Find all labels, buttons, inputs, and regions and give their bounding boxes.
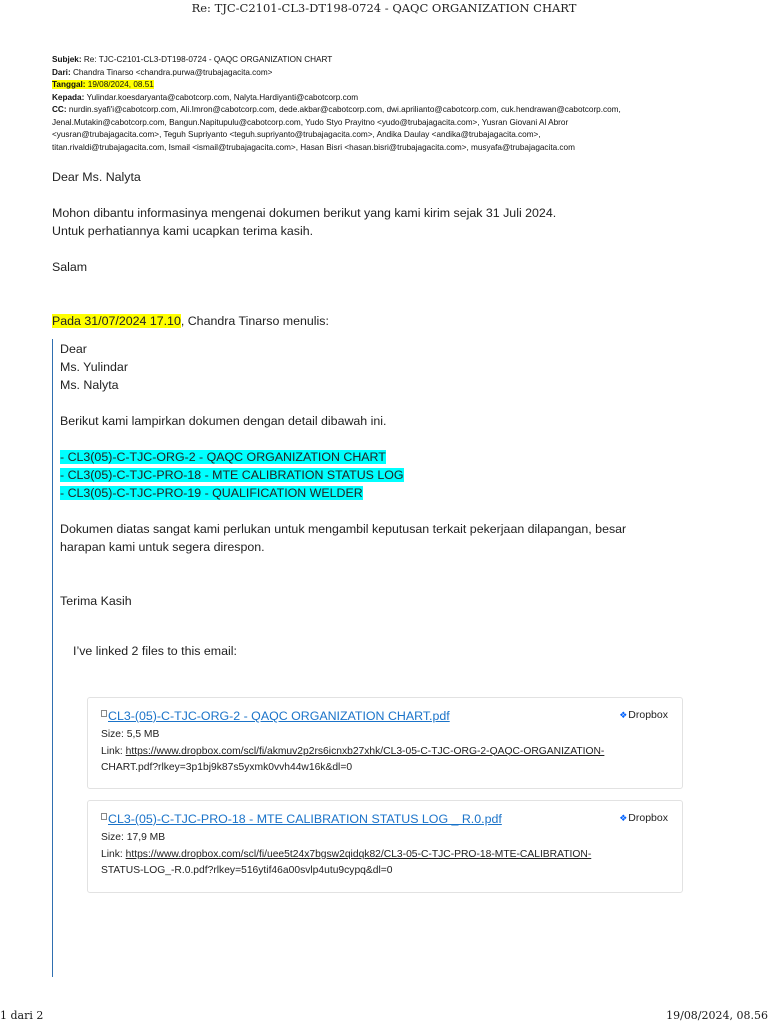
quote-header-rest: , Chandra Tinarso menulis: — [180, 314, 329, 328]
date-row: Tanggal: 19/08/2024, 08.51 — [52, 80, 154, 89]
closing: Salam — [52, 260, 88, 274]
email-header — [52, 54, 732, 154]
quote-recipient2: Ms. Nalyta — [60, 378, 119, 392]
date-value: 19/08/2024, 08.51 — [87, 80, 154, 89]
email-body — [52, 168, 732, 330]
body-line1: Mohon dibantu informasinya mengenai dokumen berikut yang kami kirim sejak 31 Juli 2024. — [52, 206, 557, 220]
attachment-size: Size: 17,9 MB — [101, 832, 166, 843]
cc-value-line2[interactable]: Jenal.Mutakin@cabotcorp.com, Bangun.Napitupulu@cabotcorp.com, Yudo Styo Prayitno <yudo@trubajagacita.com>, Yusran Giovani Al Abror — [52, 117, 569, 127]
cc-value-line4[interactable]: titan.rivaldi@trubajagacita.com, Ismail <ismail@trubajagacita.com>, Hasan Bisri <hasan.bisri@trubajagacita.com>, musyafa@trubajagacita.com — [52, 142, 575, 152]
file-icon — [101, 813, 107, 820]
dropbox-icon: ❖ — [619, 813, 628, 823]
attachment-title-row — [101, 707, 668, 727]
attachment-title-row — [101, 810, 668, 830]
dropbox-icon: ❖ — [619, 710, 628, 720]
to-label: Kepada — [52, 92, 82, 102]
attachment-link-line2[interactable]: CHART.pdf?rlkey=3p1bj9k87s5yxmk0vvh44w16k&dl=0 — [101, 762, 353, 773]
attachment-link-line2[interactable]: STATUS-LOG_-R.0.pdf?rlkey=516ytif46a00svlp4utu9cypq&dl=0 — [101, 865, 393, 876]
attachment-link-line1: Link: https://www.dropbox.com/scl/fi/akmuv2p2rs6icnxb27xhk/CL3-05-C-TJC-ORG-2-QAQC-ORGANIZATION- — [101, 745, 605, 757]
attachment-card — [87, 697, 683, 789]
dropbox-badge: ❖Dropbox — [619, 812, 668, 824]
quote-para-line2: harapan kami untuk segera direspon. — [60, 540, 265, 554]
quote-thanks: Terima Kasih — [60, 594, 132, 608]
dropbox-badge: ❖Dropbox — [619, 709, 668, 721]
quote-header — [52, 312, 732, 330]
cc-value-line1[interactable]: nurdin.syafi'i@cabotcorp.com, Ali.Imron@cabotcorp.com, dede.akbar@cabotcorp.com, dwi.aprilianto@cabotcorp.com, cuk.hendrawan@cabotcorp.com, — [68, 105, 621, 114]
subject-label: Subjek — [52, 55, 79, 64]
doc-item-1: - CL3(05)-C-TJC-ORG-2 - QAQC ORGANIZATION CHART — [60, 450, 386, 464]
attachment-name-link[interactable]: CL3-(05)-C-TJC-ORG-2 - QAQC ORGANIZATION CHART.pdf — [108, 709, 450, 723]
page-title: Re: TJC-C2101-CL3-DT198-0724 - QAQC ORGANIZATION CHART — [191, 1, 577, 15]
to-value[interactable]: Yulindar.koesdaryanta@cabotcorp.com, Nalyta.Hardiyanti@cabotcorp.com — [86, 92, 359, 102]
from-label: Dari — [52, 67, 68, 77]
cc-label: CC — [52, 105, 64, 114]
subject-value: Re: TJC-C2101-CL3-DT198-0724 - QAQC ORGANIZATION CHART — [83, 55, 333, 64]
doc-item-2: - CL3(05)-C-TJC-PRO-18 - MTE CALIBRATION STATUS LOG — [60, 468, 404, 482]
from-value[interactable]: Chandra Tinarso <chandra.purwa@trubajagacita.com> — [72, 67, 273, 77]
quote-header-date: Pada 31/07/2024 17.10 — [52, 314, 181, 328]
cc-value-line3[interactable]: <yusran@trubajagacita.com>, Teguh Supriyanto <teguh.supriyanto@trubajagacita.com>, Andika Daulay <andika@trubajagacita.com>, — [52, 130, 541, 139]
doc-item-3: - CL3(05)-C-TJC-PRO-19 - QUALIFICATION WELDER — [60, 486, 363, 500]
quote-dear: Dear — [60, 342, 87, 356]
page-number: 1 dari 2 — [0, 1009, 44, 1022]
attachment-url[interactable]: https://www.dropbox.com/scl/fi/akmuv2p2rs6icnxb27xhk/CL3-05-C-TJC-ORG-2-QAQC-ORGANIZATION- — [125, 745, 605, 757]
print-timestamp: 19/08/2024, 08.56 — [666, 1009, 768, 1022]
cc-row: CC: nurdin.syafi'i@cabotcorp.com, Ali.Imron@cabotcorp.com, dede.akbar@cabotcorp.com, dwi.aprilianto@cabotcorp.com, cuk.hendrawan@cabotcorp.com, — [52, 105, 621, 114]
body-line2: Untuk perhatiannya kami ucapkan terima kasih. — [52, 224, 314, 238]
quote-para-line1: Dokumen diatas sangat kami perlukan untuk mengambil keputusan terkait pekerjaan dilapangan, besar — [60, 522, 627, 536]
from-row: Dari: Chandra Tinarso <chandra.purwa@trubajagacita.com> — [52, 67, 273, 77]
quote-recipient1: Ms. Yulindar — [60, 360, 128, 374]
to-row: Kepada: Yulindar.koesdaryanta@cabotcorp.com, Nalyta.Hardiyanti@cabotcorp.com — [52, 92, 359, 102]
attachment-size: Size: 5,5 MB — [101, 729, 160, 740]
date-label: Tanggal — [52, 80, 83, 89]
quoted-message — [60, 340, 680, 610]
attachment-url[interactable]: https://www.dropbox.com/scl/fi/uee5t24x7bgsw2qidqk82/CL3-05-C-TJC-PRO-18-MTE-CALIBRATION- — [125, 848, 592, 860]
file-icon — [101, 710, 107, 717]
subject-row: Subjek: Re: TJC-C2101-CL3-DT198-0724 - QAQC ORGANIZATION CHART — [52, 55, 333, 64]
attachment-link-line1: Link: https://www.dropbox.com/scl/fi/uee5t24x7bgsw2qidqk82/CL3-05-C-TJC-PRO-18-MTE-CALIBRATION- — [101, 848, 592, 860]
greeting: Dear Ms. Nalyta — [52, 170, 141, 184]
linked-files-text: I’ve linked 2 files to this email: — [73, 644, 237, 658]
quote-bar — [52, 339, 53, 977]
attachment-name-link[interactable]: CL3-(05)-C-TJC-PRO-18 - MTE CALIBRATION STATUS LOG _ R.0.pdf — [108, 812, 502, 826]
quote-intro: Berikut kami lampirkan dokumen dengan detail dibawah ini. — [60, 414, 387, 428]
attachment-card — [87, 800, 683, 893]
